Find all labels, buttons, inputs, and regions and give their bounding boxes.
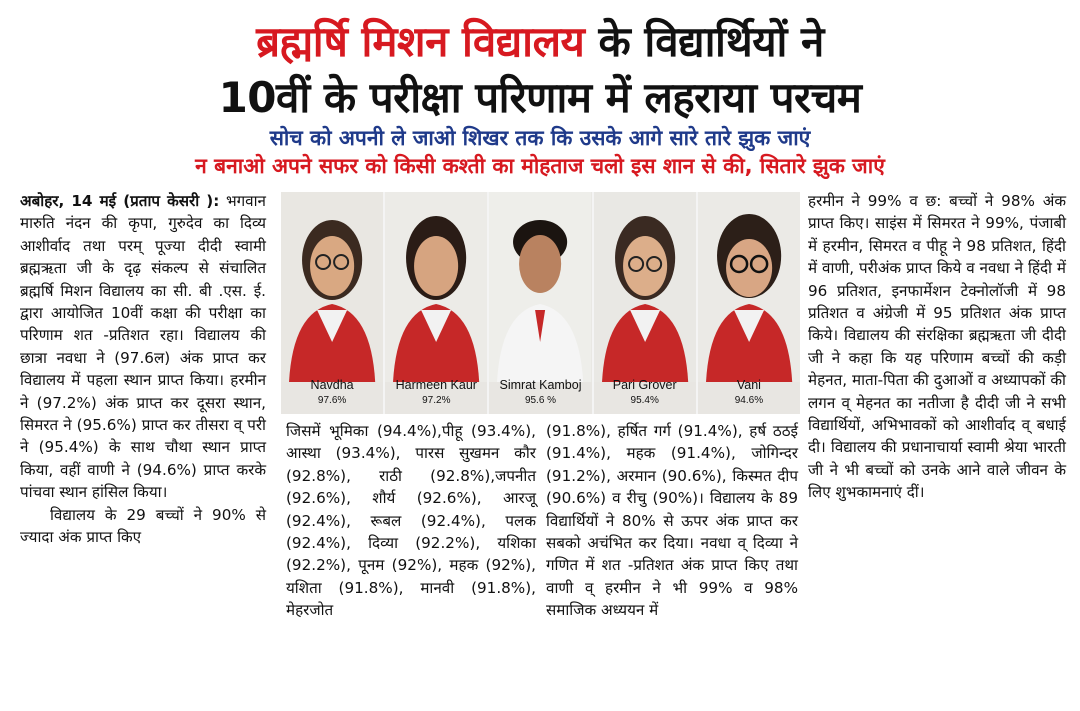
student-name: Harmeen Kaur	[395, 378, 477, 392]
headline-line-1-rest: के विद्यार्थियों ने	[598, 17, 824, 66]
article-dateline: अबोहर, 14 मई (प्रताप केसरी ):	[20, 192, 220, 210]
student-card	[698, 192, 800, 414]
student-photo-navdha	[281, 192, 383, 382]
student-name: Navdha	[310, 378, 354, 392]
student-percent: 97.6%	[317, 395, 347, 406]
student-photo-strip	[281, 192, 800, 414]
article-column-2	[286, 420, 536, 622]
article-col3-text: (91.8%), हर्षित गर्ग (91.4%), हर्ष ठठई (91.4%), महक (91.4%), जोगिन्दर (91.2%), अरमान (90.6%), किस्मत दीप (90.6%) व रीचु (90%)। विद्यालय के 89 विद्यार्थियों ने 80% से ऊपर अंक प्राप्त कर सबको अचंभित कर दिया। नवधा व् दिव्या ने गणित में शत -प्रतिशत अंक प्राप्त किए तथा वाणी व् हरमीन ने भी 99% व 98% समाजिक अध्ययन में	[546, 422, 798, 620]
student-percent: 97.2%	[422, 395, 451, 406]
student-percent: 95.4%	[630, 395, 659, 406]
student-card	[281, 192, 383, 414]
student-photo-simrat	[489, 192, 591, 382]
student-name: Pari Grover	[612, 378, 677, 392]
article-column-3	[546, 420, 798, 622]
article-column-4	[808, 190, 1066, 504]
student-percent: 94.6%	[734, 395, 764, 406]
article-col4-text: हरमीन ने 99% व छ: बच्चों ने 98% अंक प्राप्त किए। साइंस में सिमरत ने 99%, पंजाबी में हरमीन, सिमरत व पीहू ने 98 प्रतिशत, हिंदी में वाणी, परीअंक प्राप्त किये व नवधा ने हिंदी में 96 प्रतिशत, इनफार्मेशन टेक्नोलॉजी में 98 प्रतिशत व अंग्रेजी में 95 प्रतिशत अंक प्राप्त किये। विद्यालय की संरक्षिका ब्रह्मऋता जी दीदी जी ने कहा कि यह परिणाम बच्चों की कड़ी मेहनत, माता-पिता की दुआओं व अध्यापकों की लगन व् मेहनत का नतीजा है दीदी जी ने सभी विद्यार्थियों, अभिभावकों को आशीर्वाद व् बधाई दी। विद्यालय की प्रधानाचार्या स्वामी श्रेया भारती जी ने भी बच्चों को उनके आने वाले जीवन के लिए शुभकामनाएं दीं।	[808, 192, 1066, 502]
student-photo-vani	[698, 192, 800, 382]
student-photo-harmeen	[385, 192, 487, 382]
student-card	[489, 192, 591, 414]
article-col1-para2: विद्यालय के 29 बच्चों ने 90% से ज्यादा अंक प्राप्त किए	[20, 505, 266, 547]
student-card	[594, 192, 696, 414]
student-name: Vani	[736, 378, 761, 392]
tagline-line-1: सोच को अपनी ले जाओ शिखर तक कि उसके आगे सारे तारे झुक जाएं	[269, 126, 811, 150]
headline-line-1	[0, 14, 1080, 70]
student-card	[385, 192, 487, 414]
headline-school-name: ब्रह्मर्षि मिशन विद्यालय	[256, 17, 585, 66]
student-name: Simrat Kamboj	[499, 378, 582, 392]
article-col1-para1: भगवान मारुति नंदन की कृपा, गुरुदेव का दिव्य आशीर्वाद तथा परम् पूज्या दीदी स्वामी ब्रह्मऋता जी के दृढ़ संकल्प से संचालित ब्रह्मर्षि मिशन विद्यालय का सी. बी .एस. ई. द्वारा आयोजित 10वीं कक्षा की परीक्षा का परिणाम शत -प्रतिशत रहा। विद्यालय की छात्रा नवधा ने (97.6ल) अंक प्राप्त कर विद्यालय में पहला स्थान प्राप्त किया। हरमीन ने (97.2%) अंक प्राप्त कर दूसरा स्थान, सिमरत ने (95.6%) प्राप्त कर तीसरा व् परी ने (95.4%) के साथ चौथा स्थान प्राप्त किया, वहीं वाणी ने (94.6%) प्राप्त करके पांचवा स्थान हांसिल किया।	[20, 192, 266, 502]
article-col2-text: जिसमें भूमिका (94.4%),पीहू (93.4%), आस्था (93.4%), पारस सुखमन कौर (92.8%), राठी (92.8%),जपनीत (92.6%), शौर्य (92.6%), आरजू (92.4%), रूबल (92.4%), पलक (92.4%), दिव्या (92.2%), यशिका (92.2%), पूनम (92%), महक (92%), यशिता (91.8%), मानवी (91.8%), मेहरजोत	[286, 422, 536, 620]
headline-line-2: 10वीं के परीक्षा परिणाम में लहराया परचम	[218, 73, 862, 122]
tagline-line-2: न बनाओ अपने सफर को किसी कश्ती का मोहताज चलो इस शान से की, सितारे झुक जाएं	[195, 154, 885, 178]
student-photo-pari	[594, 192, 696, 382]
student-percent: 95.6 %	[524, 395, 557, 406]
article-column-1	[20, 190, 266, 549]
